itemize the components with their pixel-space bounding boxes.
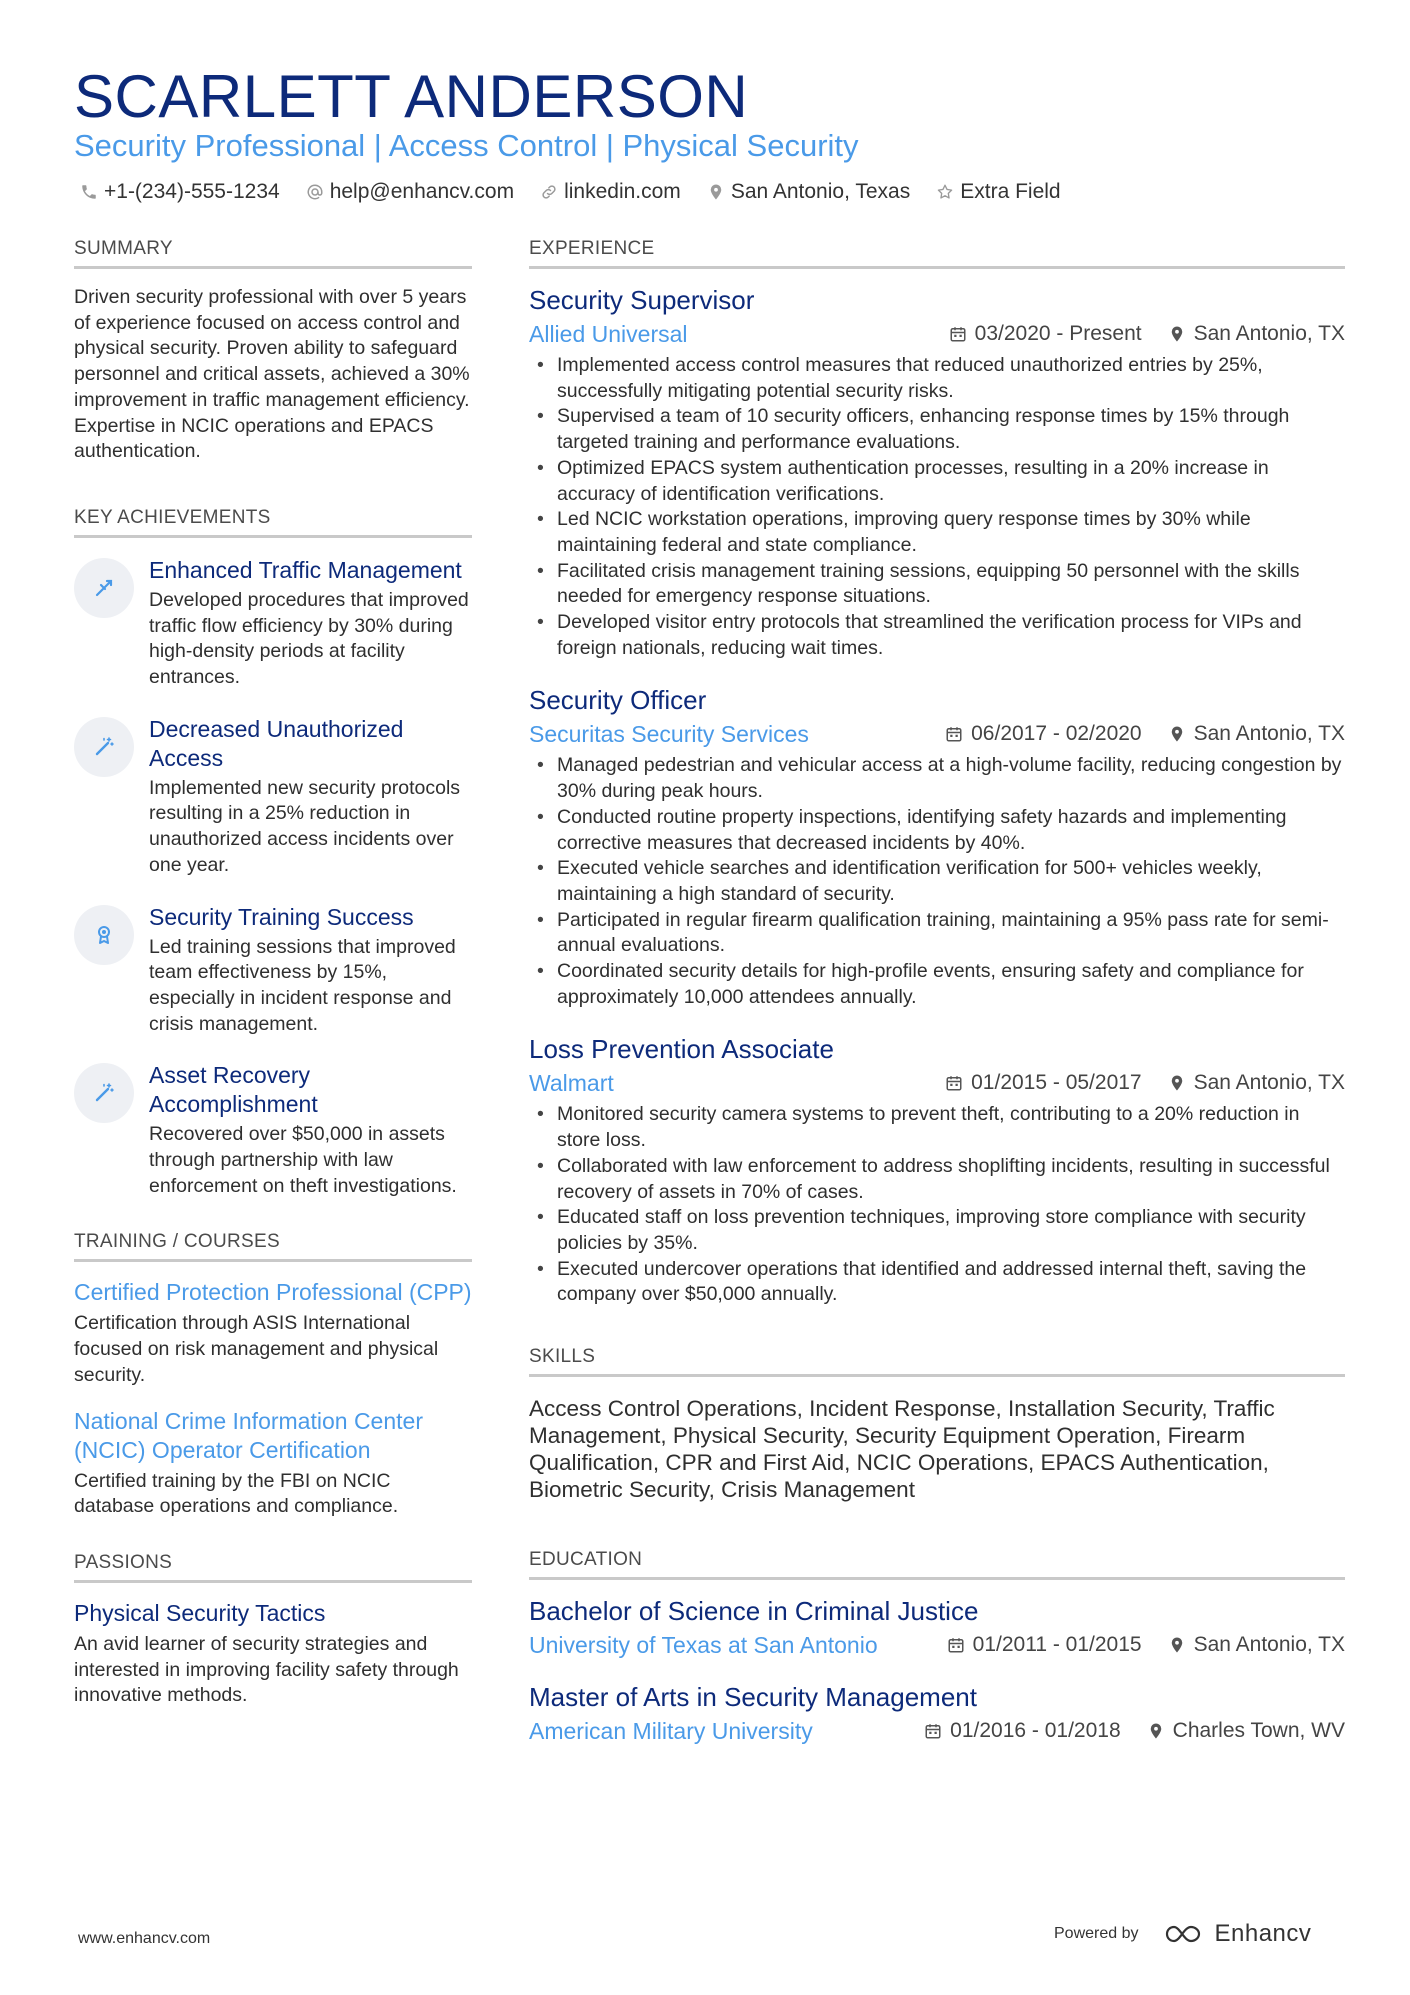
job-entry xyxy=(529,683,1345,1010)
achievement-item xyxy=(74,903,472,1038)
contact-extra-text: Extra Field xyxy=(960,180,1061,203)
job-company: Walmart xyxy=(529,1070,614,1097)
education-degree: Bachelor of Science in Criminal Justice xyxy=(529,1596,979,1627)
contact-linkedin[interactable] xyxy=(540,178,681,206)
experience-heading: EXPERIENCE xyxy=(529,236,1345,269)
list-item: • Coordinated security details for high-profile events, ensuring safety and compliance for approximately 10,000 attendees annually. xyxy=(529,959,1345,1010)
training-heading: TRAINING / COURSES xyxy=(74,1229,472,1262)
job-location: San Antonio, TX xyxy=(1193,1071,1345,1095)
list-item: • Implemented access control measures that reduced unauthorized entries by 25%, successfully mitigating potential security risks. xyxy=(529,353,1345,404)
phone-icon xyxy=(80,183,98,201)
footer-brand xyxy=(1054,1920,1311,1948)
education-degree: Master of Arts in Security Management xyxy=(529,1682,977,1713)
summary-heading: SUMMARY xyxy=(74,236,472,269)
achievement-icon-badge xyxy=(74,1063,134,1123)
job-bullets xyxy=(529,353,1345,661)
calendar-icon xyxy=(947,1636,965,1654)
achievement-title: Asset Recovery Accomplishment xyxy=(149,1062,318,1118)
achievements-section xyxy=(74,505,472,1200)
calendar-icon xyxy=(949,325,967,343)
job-company: Securitas Security Services xyxy=(529,721,809,748)
list-item: • Developed visitor entry protocols that streamlined the verification process for VIPs and foreign nationals, reducing wait times. xyxy=(529,610,1345,661)
passions-section xyxy=(74,1550,472,1709)
job-location: San Antonio, TX xyxy=(1193,322,1345,345)
brand-name: Enhancv xyxy=(1214,1920,1312,1947)
achievement-item xyxy=(74,556,472,691)
contact-bar xyxy=(80,178,1087,206)
achievement-item xyxy=(74,1061,472,1199)
list-item: • Managed pedestrian and vehicular access at a high-volume facility, reducing congestion by 30% during peak hours. xyxy=(529,753,1345,804)
passion-title: Physical Security Tactics xyxy=(74,1599,326,1626)
education-location: Charles Town, WV xyxy=(1172,1719,1345,1743)
education-school: American Military University xyxy=(529,1718,813,1745)
education-location: San Antonio, TX xyxy=(1193,1633,1345,1657)
calendar-icon xyxy=(924,1722,942,1740)
skills-section xyxy=(529,1344,1345,1503)
contact-linkedin-text: linkedin.com xyxy=(564,180,681,203)
education-dates: 01/2011 - 01/2015 xyxy=(972,1633,1142,1657)
passion-text: An avid learner of security strategies and interested in improving facility safety through innovative methods. xyxy=(74,1632,459,1707)
footer-website[interactable]: www.enhancv.com xyxy=(78,1930,211,1947)
magic-wand-icon xyxy=(92,735,116,759)
job-company: Allied Universal xyxy=(529,321,688,347)
achievement-icon-badge xyxy=(74,905,134,965)
training-text: Certification through ASIS International focused on risk management and physical security. xyxy=(74,1312,439,1386)
achievement-title: Security Training Success xyxy=(149,903,414,930)
skills-text: Access Control Operations, Incident Response, Installation Security, Traffic Management, Physical Security, Security Equipment Operation, Firearm Qualification, CPR and First Aid, NCIC Operations, EPACS Authentication, Biometric Security, Crisis Management xyxy=(529,1396,1275,1503)
education-section xyxy=(529,1547,1345,1746)
route-icon xyxy=(92,576,116,600)
contact-extra xyxy=(936,178,1060,206)
at-icon xyxy=(306,183,324,201)
job-bullets xyxy=(529,1102,1345,1308)
list-item: • Conducted routine property inspections, identifying safety hazards and implementing corrective measures that decreased incidents by 40%. xyxy=(529,805,1345,856)
training-title: Certified Protection Professional (CPP) xyxy=(74,1279,472,1306)
calendar-icon xyxy=(945,1074,963,1092)
powered-by-label: Powered by xyxy=(1054,1925,1139,1942)
list-item: • Executed undercover operations that identified and addressed internal theft, saving the company over $50,000 annually. xyxy=(529,1257,1345,1308)
education-school: University of Texas at San Antonio xyxy=(529,1632,878,1659)
experience-section xyxy=(529,236,1345,1308)
calendar-icon xyxy=(945,725,963,743)
job-title: Security Supervisor xyxy=(529,285,755,315)
job-title: Security Officer xyxy=(529,685,707,716)
list-item: • Executed vehicle searches and identification verification for 500+ vehicles weekly, maintaining a high standard of security. xyxy=(529,856,1345,907)
location-icon xyxy=(1168,325,1186,343)
education-entry xyxy=(529,1680,1345,1746)
location-icon xyxy=(1168,725,1186,743)
list-item: • Facilitated crisis management training sessions, equipping 50 personnel with the skills needed for emergency response situations. xyxy=(529,559,1345,610)
summary-text: Driven security professional with over 5 years of experience focused on access control and physical security. Proven ability to safeguard personnel and critical assets, achieved a 30% improvement in traffic management efficiency. Expertise in NCIC operations and EPACS authentication. xyxy=(74,286,470,463)
achievement-text: Led training sessions that improved team effectiveness by 15%, especially in incident response and crisis management. xyxy=(149,935,456,1035)
brand-logo[interactable] xyxy=(1163,1920,1312,1948)
training-item xyxy=(74,1407,472,1520)
achievement-icon-badge xyxy=(74,558,134,618)
job-dates: 06/2017 - 02/2020 xyxy=(971,722,1142,746)
achievements-heading: KEY ACHIEVEMENTS xyxy=(74,505,472,538)
skills-heading: SKILLS xyxy=(529,1344,1345,1377)
achievement-item xyxy=(74,715,472,879)
right-column xyxy=(529,236,1345,1766)
contact-location-text: San Antonio, Texas xyxy=(730,180,911,203)
candidate-name: SCARLETT ANDERSON xyxy=(74,63,749,130)
achievement-text: Recovered over $50,000 in assets through partnership with law enforcement on theft investigations. xyxy=(149,1123,457,1197)
magic-wand-icon xyxy=(92,1081,116,1105)
list-item: • Monitored security camera systems to prevent theft, contributing to a 20% reduction in store loss. xyxy=(529,1102,1345,1153)
passion-item xyxy=(74,1599,472,1709)
contact-email[interactable] xyxy=(306,178,514,206)
education-entry xyxy=(529,1594,1345,1660)
left-column xyxy=(74,236,472,1709)
job-entry xyxy=(529,283,1345,661)
link-icon xyxy=(540,183,558,201)
education-heading: EDUCATION xyxy=(529,1547,1345,1580)
list-item: • Educated staff on loss prevention techniques, improving store compliance with security policies by 35%. xyxy=(529,1205,1345,1256)
job-location: San Antonio, TX xyxy=(1193,722,1345,746)
location-icon xyxy=(1147,1722,1165,1740)
list-item: • Optimized EPACS system authentication processes, resulting in a 20% increase in accuracy of identification verifications. xyxy=(529,456,1345,507)
job-entry xyxy=(529,1032,1345,1308)
list-item: • Led NCIC workstation operations, improving query response times by 30% while maintaining federal and state compliance. xyxy=(529,507,1345,558)
education-dates: 01/2016 - 01/2018 xyxy=(950,1719,1121,1743)
award-icon xyxy=(92,923,116,947)
achievement-title: Decreased Unauthorized Access xyxy=(149,715,404,771)
location-icon xyxy=(1168,1636,1186,1654)
training-section xyxy=(74,1229,472,1520)
list-item: • Collaborated with law enforcement to address shoplifting incidents, resulting in successful recovery of assets in 70% of cases. xyxy=(529,1154,1345,1205)
contact-location xyxy=(707,178,910,206)
location-icon xyxy=(1168,1074,1186,1092)
training-text: Certified training by the FBI on NCIC database operations and compliance. xyxy=(74,1469,399,1518)
enhancv-logo-icon xyxy=(1163,1922,1207,1946)
contact-phone[interactable] xyxy=(80,178,280,206)
job-dates: 01/2015 - 05/2017 xyxy=(971,1071,1142,1095)
job-dates: 03/2020 - Present xyxy=(974,322,1142,345)
contact-email-text: help@enhancv.com xyxy=(329,180,515,203)
contact-phone-text: +1-(234)-555-1234 xyxy=(104,180,280,203)
training-item xyxy=(74,1278,472,1388)
achievement-text: Implemented new security protocols resulting in a 25% reduction in unauthorized access incidents over one year. xyxy=(149,776,461,876)
achievement-text: Developed procedures that improved traffic flow efficiency by 30% during high-density periods at facility entrances. xyxy=(149,588,469,689)
training-title: National Crime Information Center (NCIC) Operator Certification xyxy=(74,1407,423,1463)
job-title: Loss Prevention Associate xyxy=(529,1034,834,1065)
summary-section xyxy=(74,236,472,465)
list-item: • Participated in regular firearm qualification training, maintaining a 95% pass rate for semi-annual evaluations. xyxy=(529,908,1345,959)
candidate-title: Security Professional | Access Control | Physical Security xyxy=(74,128,859,163)
list-item: • Supervised a team of 10 security officers, enhancing response times by 15% through targeted training and performance evaluations. xyxy=(529,404,1345,455)
achievement-icon-badge xyxy=(74,717,134,777)
location-icon xyxy=(707,183,725,201)
job-bullets xyxy=(529,753,1345,1010)
achievement-title: Enhanced Traffic Management xyxy=(149,556,462,583)
star-icon xyxy=(936,183,954,201)
passions-heading: PASSIONS xyxy=(74,1550,472,1583)
